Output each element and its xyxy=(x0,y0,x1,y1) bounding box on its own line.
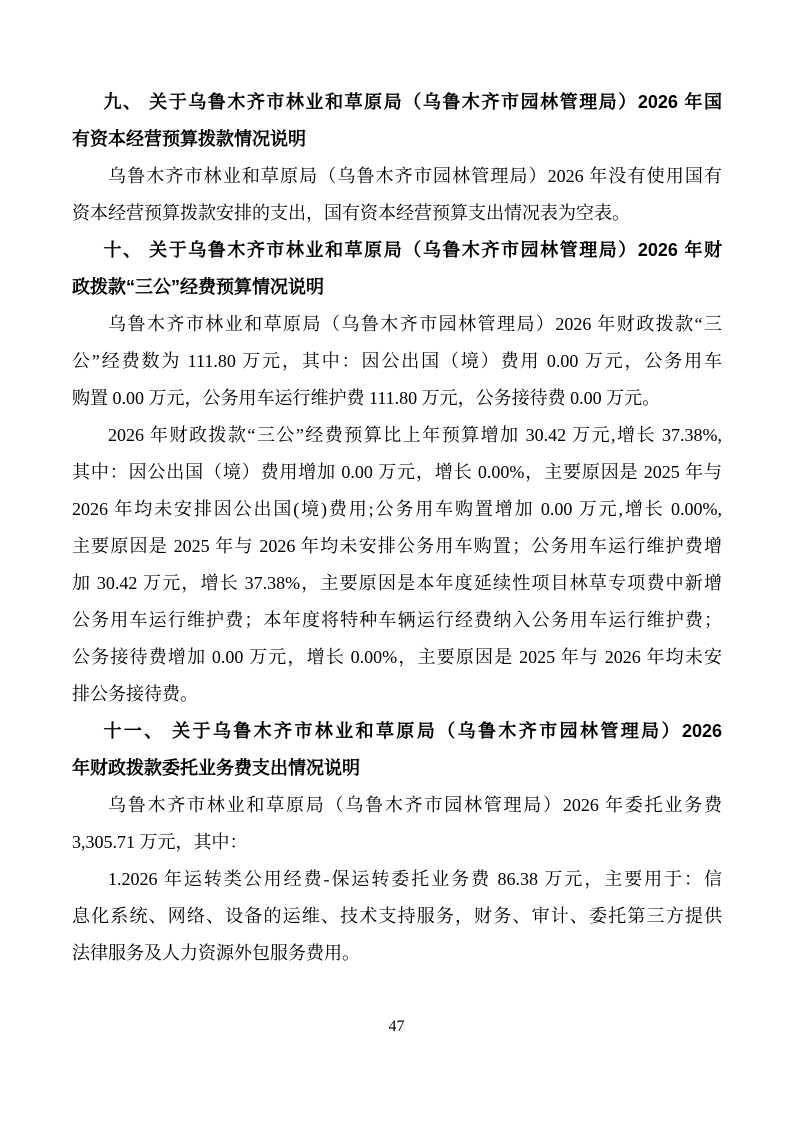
paragraph-line: 1.2026 年运转类公用经费-保运转委托业务费 86.38 万元，主要用于：信 xyxy=(108,869,722,889)
paragraph xyxy=(72,417,722,713)
heading-line: 九、 关于乌鲁木齐市林业和草原局（乌鲁木齐市园林管理局）2026 年国 xyxy=(103,92,722,112)
paragraph-line: 3,305.71 万元，其中： xyxy=(72,832,248,852)
section-heading-10 xyxy=(72,232,722,306)
paragraph xyxy=(72,158,722,232)
paragraph-line: 排公务接待费。 xyxy=(72,684,198,704)
paragraph-line: 其中：因公出国（境）费用增加 0.00 万元，增长 0.00%，主要原因是 2025 年与 xyxy=(72,462,722,482)
paragraph-line: 公”经费数为 111.80 万元，其中：因公出国（境）费用 0.00 万元，公务用车 xyxy=(72,351,722,371)
paragraph-line: 乌鲁木齐市林业和草原局（乌鲁木齐市园林管理局）2026 年没有使用国有 xyxy=(108,166,722,186)
paragraph-line: 2026 年财政拨款“三公”经费预算比上年预算增加 30.42 万元,增长 37.38%, xyxy=(108,425,722,445)
heading-line: 十、 关于乌鲁木齐市林业和草原局（乌鲁木齐市园林管理局）2026 年财 xyxy=(103,240,722,260)
heading-line: 十一、 关于乌鲁木齐市林业和草原局（乌鲁木齐市园林管理局）2026 xyxy=(103,721,722,741)
paragraph-line: 公务接待费增加 0.00 万元，增长 0.00%，主要原因是 2025 年与 2026 年均未安 xyxy=(72,647,722,667)
page-number: 47 xyxy=(388,1018,405,1035)
paragraph xyxy=(72,306,722,417)
paragraph-line: 乌鲁木齐市林业和草原局（乌鲁木齐市园林管理局）2026 年财政拨款“三 xyxy=(108,314,722,334)
document-content xyxy=(72,84,722,972)
heading-line: 有资本经营预算拨款情况说明 xyxy=(72,129,306,149)
section-heading-9 xyxy=(72,84,722,158)
paragraph-line: 购置 0.00 万元，公务用车运行维护费 111.80 万元，公务接待费 0.00 万元。 xyxy=(72,388,661,408)
paragraph xyxy=(72,787,722,861)
paragraph-line: 加 30.42 万元，增长 37.38%，主要原因是本年度延续性项目林草专项费中新增 xyxy=(72,573,722,593)
paragraph-line: 主要原因是 2025 年与 2026 年均未安排公务用车购置；公务用车运行维护费增 xyxy=(72,536,722,556)
heading-line: 政拨款“三公”经费预算情况说明 xyxy=(72,277,324,297)
paragraph-line: 2026 年均未安排因公出国(境)费用;公务用车购置增加 0.00 万元,增长 0.00%, xyxy=(72,499,722,519)
paragraph-line: 资本经营预算拨款安排的支出，国有资本经营预算支出情况表为空表。 xyxy=(72,203,630,223)
heading-line: 年财政拨款委托业务费支出情况说明 xyxy=(72,758,360,778)
paragraph-line: 公务用车运行维护费；本年度将特种车辆运行经费纳入公务用车运行维护费； xyxy=(72,610,722,630)
paragraph-line: 法律服务及人力资源外包服务费用。 xyxy=(72,943,360,963)
paragraph-line: 乌鲁木齐市林业和草原局（乌鲁木齐市园林管理局）2026 年委托业务费 xyxy=(108,795,722,815)
paragraph xyxy=(72,861,722,972)
paragraph-line: 息化系统、网络、设备的运维、技术支持服务，财务、审计、委托第三方提供 xyxy=(72,906,722,926)
section-heading-11 xyxy=(72,713,722,787)
